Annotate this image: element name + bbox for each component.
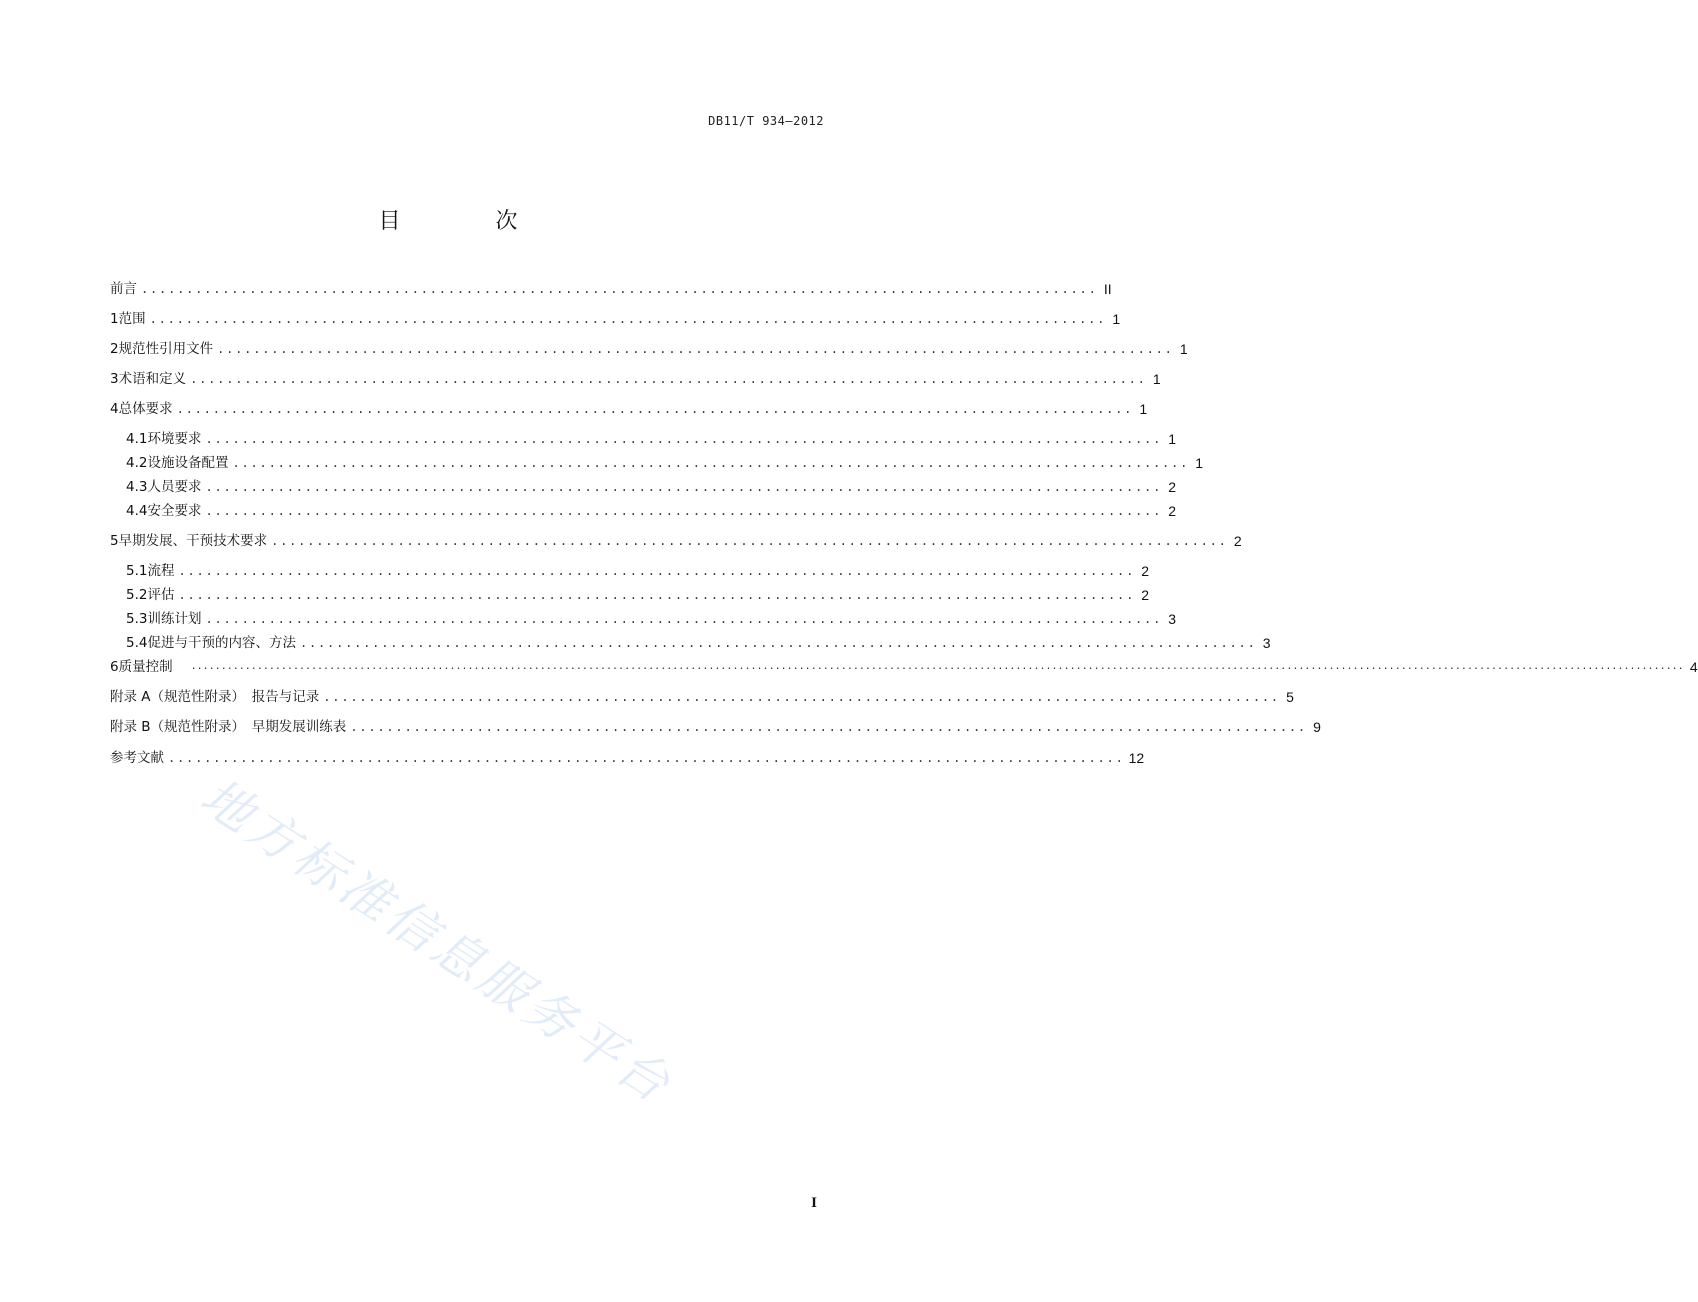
toc-entry-label: 促进与干预的内容、方法 [147,635,296,651]
toc-entry-foreword[interactable] [110,278,1112,300]
toc-page-number: 3 [1262,635,1271,651]
toc-entry-number: 5.4 [126,635,148,651]
toc-page-number: 2 [1168,503,1177,519]
toc-page-number: 1 [1195,455,1204,471]
toc-entry-number: 4.2 [126,455,148,471]
toc-entry-number: 5.1 [126,563,148,579]
toc-entry-label: 安全要求 [147,503,202,519]
toc-entry-6[interactable] [110,656,1698,678]
toc-entry-4-1[interactable] [126,428,1177,450]
dot-leader: .......................................................................................................... [299,636,1257,650]
dot-leader: .......................................................................................................... [149,312,1107,326]
toc-page-number: 4 [1689,659,1698,675]
toc-entry-label: 流程 [147,563,175,579]
toc-entry-label: 训练计划 [147,611,202,627]
toc-entry-label: 附录 B（规范性附录） 早期发展训练表 [110,719,347,735]
toc-entry-label: 范围 [118,311,146,327]
dot-leader: .......................................................................................................... [168,751,1125,765]
toc-entry-number: 4.4 [126,503,148,519]
toc-page-number: 2 [1141,563,1150,579]
toc-entry-number: 5.2 [126,587,148,603]
toc-entry-3[interactable] [110,368,1161,390]
toc-page-number: 9 [1313,719,1321,735]
dot-leader: .......................................................................................................... [178,564,1136,578]
toc-entry-number: 5 [110,533,119,549]
toc-entry-5-4[interactable] [126,632,1271,654]
dot-leader: .......................................................................................................... [271,534,1228,548]
toc-entry-5-3[interactable] [126,608,1177,630]
toc-page-number: 5 [1286,689,1294,705]
toc-entry-label: 总体要求 [118,401,173,417]
toc-page-number: 2 [1141,587,1150,603]
toc-page-number: 2 [1168,479,1177,495]
toc-entry-number: 4.3 [126,479,148,495]
toc-page-number: 1 [1139,401,1148,417]
toc-entry-appendix-a[interactable] [110,686,1294,708]
toc-entry-label: 附录 A（规范性附录） 报告与记录 [110,689,320,705]
dot-leader: .......................................................................................................... [232,456,1190,470]
dot-leader: .......................................................................................................... [323,690,1280,704]
toc-entry-number: 5.3 [126,611,148,627]
page-title: 目 次 [378,209,562,234]
toc-entry-label: 术语和定义 [118,371,187,387]
toc-page-number: 1 [1152,371,1161,387]
page-number: I [811,1195,817,1211]
toc-page-number: II [1103,281,1112,297]
toc-page-number: 2 [1233,533,1242,549]
dot-leader: .......................................................................................................... [350,720,1307,734]
toc-entry-4-4[interactable] [126,500,1177,522]
dot-leader: .......................................................................................................... [205,612,1163,626]
toc-entry-appendix-b[interactable] [110,716,1321,738]
dot-leader: .......................................................................................................... [205,504,1163,518]
toc-entry-references[interactable] [110,747,1145,769]
toc-entry-label: 质量控制 [118,659,173,675]
dot-leader: .......................................................................................................... [205,432,1163,446]
toc-entry-number: 4 [110,401,119,417]
toc-entry-label: 评估 [147,587,175,603]
toc-entry-4[interactable] [110,398,1148,420]
toc-entry-1[interactable] [110,308,1121,330]
toc-entry-label: 参考文献 [110,750,164,766]
dot-leader: ........................................................................................................................................................................................................................................................ [190,661,1684,672]
toc-entry-label: 早期发展、干预技术要求 [118,533,268,549]
toc-page-number: 1 [1179,341,1188,357]
dot-leader: .......................................................................................................... [205,480,1163,494]
toc-entry-label: 规范性引用文件 [118,341,214,357]
toc-page-number: 3 [1168,611,1177,627]
toc-page-number: 1 [1112,311,1121,327]
toc-entry-number: 4.1 [126,431,148,447]
toc-entry-number: 1 [110,311,119,327]
toc-entry-2[interactable] [110,338,1188,360]
toc-entry-label: 人员要求 [147,479,202,495]
toc-entry-label: 环境要求 [147,431,202,447]
toc-entry-5-2[interactable] [126,584,1150,606]
dot-leader: .......................................................................................................... [141,282,1098,296]
toc-entry-number: 6 [110,659,119,675]
dot-leader: .......................................................................................................... [176,402,1134,416]
toc-entry-4-2[interactable] [126,452,1204,474]
toc-entry-4-3[interactable] [126,476,1177,498]
dot-leader: .......................................................................................................... [217,342,1174,356]
watermark: 地方标准信息服务平台 [190,767,684,1116]
standard-code: DB11/T 934—2012 [708,114,824,128]
toc-entry-number: 2 [110,341,119,357]
toc-page-number: 1 [1168,431,1177,447]
dot-leader: .......................................................................................................... [178,588,1136,602]
toc-entry-5-1[interactable] [126,560,1150,582]
toc-entry-number: 3 [110,371,119,387]
toc-entry-label: 前言 [110,281,137,297]
toc-entry-5[interactable] [110,530,1242,552]
dot-leader: .......................................................................................................... [190,372,1147,386]
toc-page-number: 12 [1128,750,1145,766]
toc-entry-label: 设施设备配置 [147,455,229,471]
